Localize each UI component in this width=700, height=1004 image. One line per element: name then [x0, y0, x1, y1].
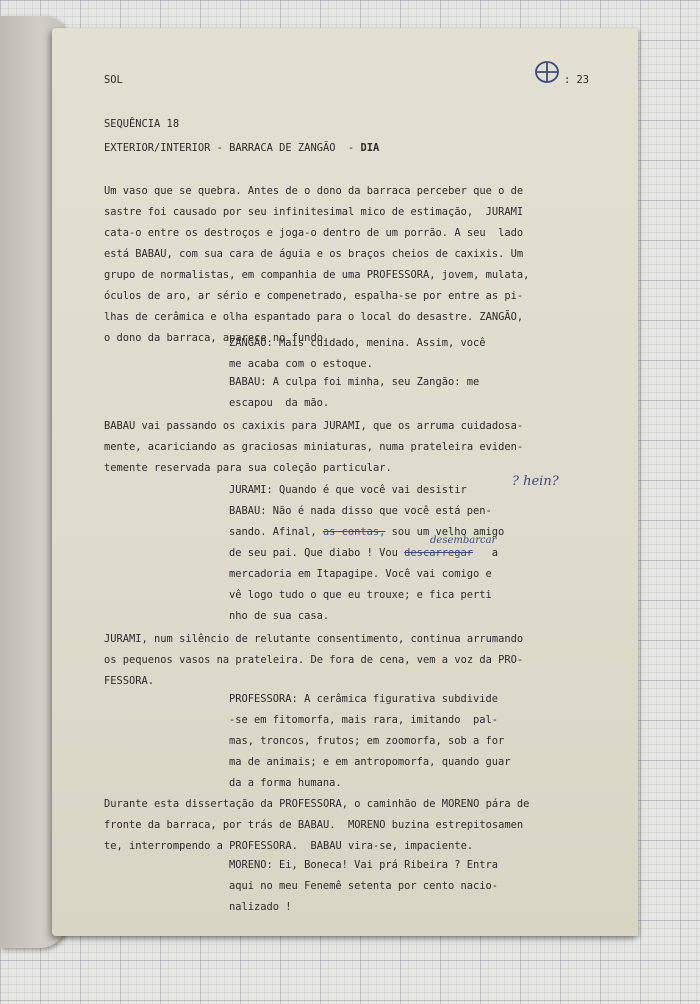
action-line: Durante esta dissertação da PROFESSORA, o caminhão de MORENO pára de	[104, 798, 530, 810]
action-line: grupo de normalistas, em companhia de uma PROFESSORA, jovem, mulata,	[104, 269, 530, 281]
handwritten-correction: desembarcar	[430, 535, 497, 546]
jurami-dialogue-text: JURAMI: Quando é que você vai desistir	[229, 484, 467, 496]
page-number: : 23	[564, 74, 590, 86]
dialogue-text: sando. Afinal,	[229, 526, 323, 538]
dialogue-line: PROFESSORA: A cerâmica figurativa subdivide	[229, 693, 498, 705]
dialogue-line: MORENO: Ei, Boneca! Vai prá Ribeira ? Entra	[229, 859, 498, 871]
dialogue-text: sou um velho amigo	[385, 526, 505, 538]
script-page	[52, 28, 638, 936]
action-line: cata-o entre os destroços e joga-o dentro de um porrão. A seu lado	[104, 227, 524, 239]
circled-plus-mark	[534, 60, 560, 84]
action-line: te, interrompendo a PROFESSORA. BABAU vira-se, impaciente.	[104, 840, 474, 852]
handwritten-annotation: ? hein?	[512, 474, 559, 489]
action-line: FESSORA.	[104, 675, 155, 687]
dialogue-text: a	[473, 547, 499, 559]
dialogue-line: da a forma humana.	[229, 777, 342, 789]
action-line: BABAU vai passando os caxixis para JURAMI, que os arruma cuidadosa-	[104, 420, 524, 432]
dialogue-line: me acaba com o estoque.	[229, 358, 373, 370]
scene-time: DIA	[360, 142, 380, 154]
dialogue-line: nalizado !	[229, 901, 292, 913]
action-line: lhas de cerâmica e olha espantado para o local do desastre. ZANGÃO,	[104, 311, 524, 323]
scene-location: EXTERIOR/INTERIOR - BARRACA DE ZANGÃO -	[104, 142, 361, 154]
action-line: sastre foi causado por seu infinitesimal mico de estimação, JURAMI	[104, 206, 524, 218]
action-line: JURAMI, num silêncio de relutante consentimento, continua arrumando	[104, 633, 524, 645]
action-line: óculos de aro, ar sério e compenetrado, espalha-se por entre as pi-	[104, 290, 524, 302]
action-line: Um vaso que se quebra. Antes de o dono da barraca perceber que o de	[104, 185, 524, 197]
dialogue-line: ma de animais; e em antropomorfa, quando guar	[229, 756, 511, 768]
action-line: o dono da barraca, aparece no fundo.	[104, 332, 330, 344]
struck-text: descarregar	[404, 547, 473, 559]
header-title: SOL	[104, 74, 123, 86]
action-line: temente reservada para sua coleção particular.	[104, 462, 392, 474]
dialogue-text: de seu pai. Que diabo ! Vou	[229, 547, 405, 559]
dialogue-line: mercadoria em Itapagipe. Você vai comigo e	[229, 568, 492, 580]
dialogue-line: aqui no meu Fenemê setenta por cento nacio-	[229, 880, 498, 892]
scene-number: SEQUÊNCIA 18	[104, 118, 180, 130]
action-line: os pequenos vasos na prateleira. De fora de cena, vem a voz da PRO-	[104, 654, 524, 666]
dialogue-line: mas, troncos, frutos; em zoomorfa, sob a for	[229, 735, 505, 747]
action-line: fronte da barraca, por trás de BABAU. MORENO buzina estrepitosamen	[104, 819, 524, 831]
dialogue-line: BABAU: A culpa foi minha, seu Zangão: me	[229, 376, 480, 388]
scene-heading	[104, 138, 379, 159]
dialogue-line: BABAU: Não é nada disso que você está pen-	[229, 505, 492, 517]
dialogue-line: escapou da mão.	[229, 397, 330, 409]
dialogue-line: nho de sua casa.	[229, 610, 330, 622]
action-line: está BABAU, com sua cara de águia e os braços cheios de caxixis. Um	[104, 248, 524, 260]
dialogue-line: ZANGÃO: Mais cuidado, menina. Assim, você	[229, 337, 486, 349]
dialogue-line: -se em fitomorfa, mais rara, imitando pal-	[229, 714, 498, 726]
struck-text: as contas,	[322, 526, 386, 538]
dialogue-line: vê logo tudo o que eu trouxe; e fica perti	[229, 589, 492, 601]
action-line: mente, acariciando as graciosas miniaturas, numa prateleira eviden-	[104, 441, 524, 453]
dialogue-line	[229, 480, 467, 501]
